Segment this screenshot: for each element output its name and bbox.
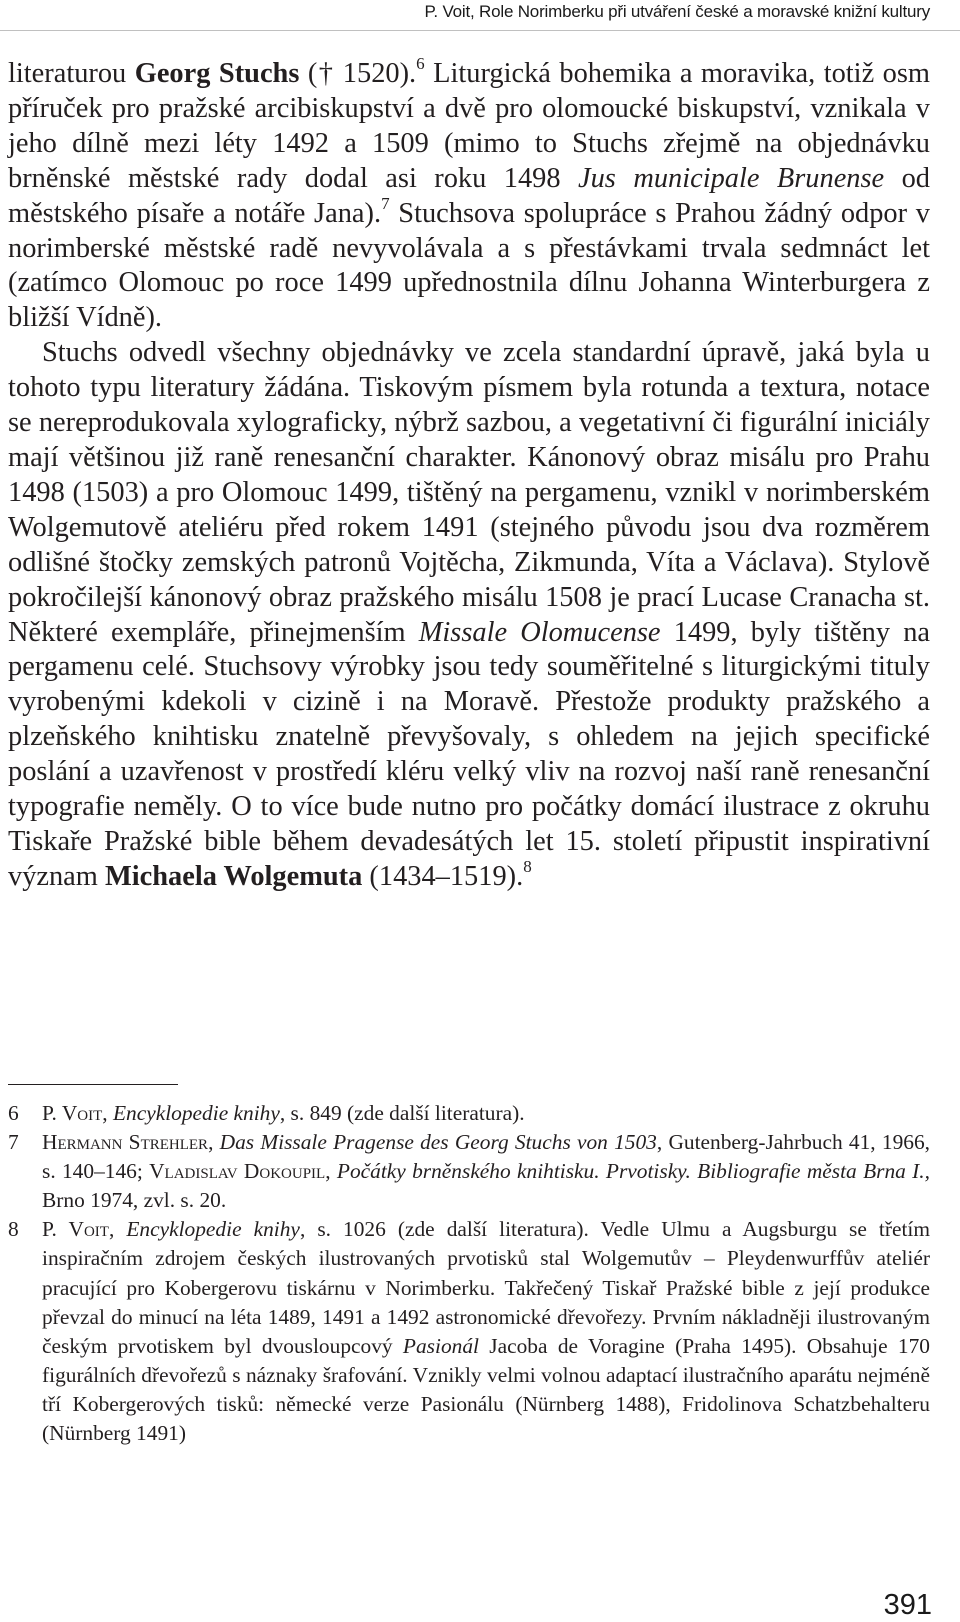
text-run: Brno 1974, zvl. s. 20.	[42, 1188, 227, 1213]
author-name: Vladislav Dokoupil	[149, 1159, 326, 1184]
footnote-8	[8, 1215, 930, 1448]
text-run: Stuchsova spolupráce s Prahou žádný odpor v norimberské městské radě nevyvolávala a s přestávkami trvala sedmnáct let (zatímco Olomouc po roce 1499 upřednostnila dílnu Johanna Winterburgera z bližší Vídně).	[8, 197, 930, 334]
footnote-7	[8, 1128, 930, 1215]
author-name: Hermann Strehler	[42, 1130, 209, 1155]
person-name-bold: Georg Stuchs	[134, 58, 300, 89]
header-rule	[0, 30, 960, 31]
page-number: 391	[883, 1589, 932, 1621]
text-run: ,	[325, 1159, 337, 1184]
paragraph-1	[8, 54, 931, 336]
text-run: Liturgická bohemika a moravika, totiž osm příruček pro pražské arcibiskupství a dvě pro olomoucké biskupství, vznikala v jeho dílně mezi léty 1492 a 1509 (mimo to Stuchs zřejmě na objednávku brněnské městské rady dodal asi roku 1498	[8, 58, 930, 194]
text-run: literaturou	[8, 58, 135, 89]
paragraph-2	[8, 336, 930, 895]
footnote-text	[42, 1215, 930, 1448]
footnote-text	[42, 1099, 930, 1128]
text-run: Stuchs odvedl všechny objednávky ve zcela standardní úpravě, jaká byla u tohoto typu literatury žádána. Tiskovým písmem byla rotunda a textura, notace se nereprodukovala xylograficky, nýbrž sazbou, a vegetativní či figurální iniciály mají většinou již raně renesanční charakter. Kánonový obraz misálu pro Prahu 1498 (1503) a pro Olomouc 1499, tištěný na pergamenu, vznikl v norimberském Wolgemutově ateliéru před rokem 1491 (stejného původu jsou dva rozměrem odlišné štočky zemských patronů Vojtěcha, Zikmunda, Víta a Václava). Stylově pokročilejší kánonový obraz pražského misálu 1508 je prací Lucase Cranacha st. Některé exempláře, přinejmenším	[8, 337, 930, 648]
text-run: ,	[108, 1217, 127, 1242]
footnote-number: 7	[8, 1130, 19, 1155]
work-title-italic: Encyklopedie knihy	[126, 1217, 300, 1242]
author-name: P. Voit	[42, 1217, 109, 1242]
work-title-italic: Jus municipale Brunense	[578, 162, 885, 194]
footnote-ref[interactable]: 6	[416, 54, 425, 74]
work-title-italic: Počátky brněnského knihtisku. Prvotisky. Bibliografie města Brna I.,	[336, 1159, 930, 1184]
work-title-italic: Encyklopedie knihy	[112, 1101, 280, 1125]
footnote-rule	[8, 1084, 178, 1085]
footnote-ref[interactable]: 8	[523, 857, 532, 877]
footnote-6	[8, 1099, 930, 1128]
work-title-italic: Das Missale Pragense des Georg Stuchs von 1503	[219, 1130, 657, 1155]
work-title-italic: Missale Olomucense	[418, 616, 661, 648]
footnote-number: 6	[8, 1101, 19, 1125]
work-title-italic: Pasionál	[402, 1333, 479, 1358]
text-run: ,	[102, 1101, 113, 1125]
footnote-ref[interactable]: 7	[381, 193, 390, 213]
person-name-bold: Michaela Wolgemuta	[104, 860, 363, 892]
footnotes	[8, 1099, 930, 1448]
main-text	[8, 54, 931, 895]
footnote-number: 8	[8, 1217, 19, 1242]
running-header: P. Voit, Role Norimberku při utváření české a moravské knižní kultury	[424, 2, 930, 21]
text-run: , s. 1026 (zde další literatura). Vedle Ulmu a Augsburgu se třetím inspiračním zdrojem českých ilustrovaných prvotisků stal Wolgemutův – Pleydenwurffův ateliér pracující pro Kobergerovu tiskárnu v Norimberku. Takřečený Tiskař Pražské bible z její produkce převzal do minucí na léta 1489, 1491 a 1492 astronomické dřevořezy. Prvním nákladněji ilustrovaným českým prvotiskem byl dvousloupcový	[42, 1217, 930, 1358]
text-run: († 1520).	[299, 58, 417, 89]
text-run: 1499, byly tištěny na pergamenu celé. Stuchsovy výrobky jsou tedy souměřitelné s liturgickými tituly vyrobenými kdekoli v cizině i na Moravě. Přestože produkty pražského a plzeňského knihtisku znatelně převyšovaly, s ohledem na jejich specifické poslání a uzavřenost v prostředí kléru velký vliv na rozvoj naší raně renesanční typografie neměly. O to více bude nutno pro počátky domácí ilustrace z okruhu Tiskaře Pražské bible během devadesátých let 15. století připustit inspirativní význam	[8, 616, 931, 892]
text-run: ,	[208, 1130, 220, 1155]
text-run: od městského písaře a notáře Jana).	[8, 162, 931, 229]
text-run: , Gutenberg-Jahrbuch 41, 1966, s. 140–146;	[42, 1130, 931, 1184]
text-run: , s. 849 (zde další literatura).	[279, 1101, 525, 1125]
text-run: (1434–1519).	[362, 860, 524, 892]
text-run: Jacoba de Voragine (Praha 1495). Obsahuje 170 figurálních dřevořezů s náznaky šrafování. Vznikly velmi volnou adaptací ilustračního aparátu nejméně tří Kobergerových tisků: německé verze Pasionálu (Nürnberg 1488), Fridolinova Schatzbehalteru (Nürnberg 1491)	[42, 1333, 931, 1446]
footnote-text	[42, 1128, 930, 1215]
author-name: P. Voit	[42, 1101, 103, 1125]
